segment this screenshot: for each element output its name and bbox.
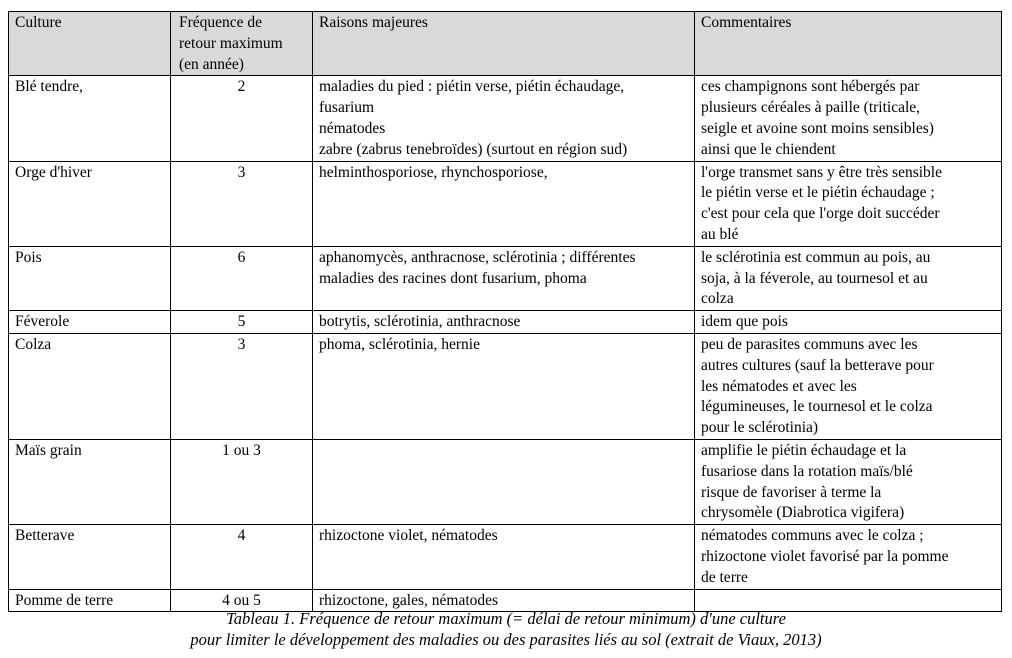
cell-frequence: 5 xyxy=(171,311,313,334)
cell-frequence: 2 xyxy=(171,76,313,161)
cell-raisons: rhizoctone, gales, nématodes xyxy=(313,589,695,612)
cell-frequence: 1 ou 3 xyxy=(171,439,313,524)
cell-raisons: rhizoctone violet, nématodes xyxy=(313,525,695,589)
cell-commentaires: le sclérotinia est commun au pois, au soja, à la féverole, au tournesol et au colza xyxy=(695,246,1002,310)
rotation-table xyxy=(8,11,1002,612)
cell-culture: Colza xyxy=(9,333,171,439)
cell-commentaires: nématodes communs avec le colza ; rhizoctone violet favorisé par la pomme de terre xyxy=(695,525,1002,589)
cell-culture: Féverole xyxy=(9,311,171,334)
cell-commentaires: amplifie le piétin échaudage et la fusariose dans la rotation maïs/blé risque de favoriser à terme la chrysomèle (Diabrotica vigifera) xyxy=(695,439,1002,524)
cell-frequence: 6 xyxy=(171,246,313,310)
cell-frequence: 4 ou 5 xyxy=(171,589,313,612)
cell-culture: Betterave xyxy=(9,525,171,589)
cell-commentaires: idem que pois xyxy=(695,311,1002,334)
cell-frequence: 4 xyxy=(171,525,313,589)
cell-raisons: botrytis, sclérotinia, anthracnose xyxy=(313,311,695,334)
cell-culture: Pois xyxy=(9,246,171,310)
table-row xyxy=(9,161,1002,246)
cell-culture: Orge d'hiver xyxy=(9,161,171,246)
cell-culture: Pomme de terre xyxy=(9,589,171,612)
cell-frequence: 3 xyxy=(171,333,313,439)
table-row xyxy=(9,333,1002,439)
cell-raisons: maladies du pied : piétin verse, piétin échaudage, fusarium nématodes zabre (zabrus tenebroïdes) (surtout en région sud) xyxy=(313,76,695,161)
cell-culture: Maïs grain xyxy=(9,439,171,524)
header-frequence: Fréquence de retour maximum (en année) xyxy=(171,12,313,76)
header-culture: Culture xyxy=(9,12,171,76)
table-row xyxy=(9,246,1002,310)
cell-raisons: aphanomycès, anthracnose, sclérotinia ; différentes maladies des racines dont fusarium, phoma xyxy=(313,246,695,310)
cell-raisons: phoma, sclérotinia, hernie xyxy=(313,333,695,439)
cell-raisons xyxy=(313,439,695,524)
table-row xyxy=(9,439,1002,524)
table-row xyxy=(9,525,1002,589)
header-raisons: Raisons majeures xyxy=(313,12,695,76)
header-commentaires: Commentaires xyxy=(695,12,1002,76)
cell-commentaires: peu de parasites communs avec les autres cultures (sauf la betterave pour les nématodes et avec les légumineuses, le tournesol et le colza pour le sclérotinia) xyxy=(695,333,1002,439)
cell-raisons: helminthosporiose, rhynchosporiose, xyxy=(313,161,695,246)
cell-commentaires: ces champignons sont hébergés par plusieurs céréales à paille (triticale, seigle et avoine sont moins sensibles) ainsi que le chiendent xyxy=(695,76,1002,161)
cell-frequence: 3 xyxy=(171,161,313,246)
table-row xyxy=(9,76,1002,161)
table-caption-line-2: pour limiter le développement des maladies ou des parasites liés au sol (extrait de Viaux, 2013) xyxy=(190,630,822,649)
cell-commentaires: l'orge transmet sans y être très sensible le piétin verse et le piétin échaudage ; c'est pour cela que l'orge doit succéder au blé xyxy=(695,161,1002,246)
table-caption-line-1: Tableau 1. Fréquence de retour maximum (= délai de retour minimum) d'une culture xyxy=(226,609,786,628)
cell-culture: Blé tendre, xyxy=(9,76,171,161)
table-row xyxy=(9,311,1002,334)
table-header-row xyxy=(9,12,1002,76)
